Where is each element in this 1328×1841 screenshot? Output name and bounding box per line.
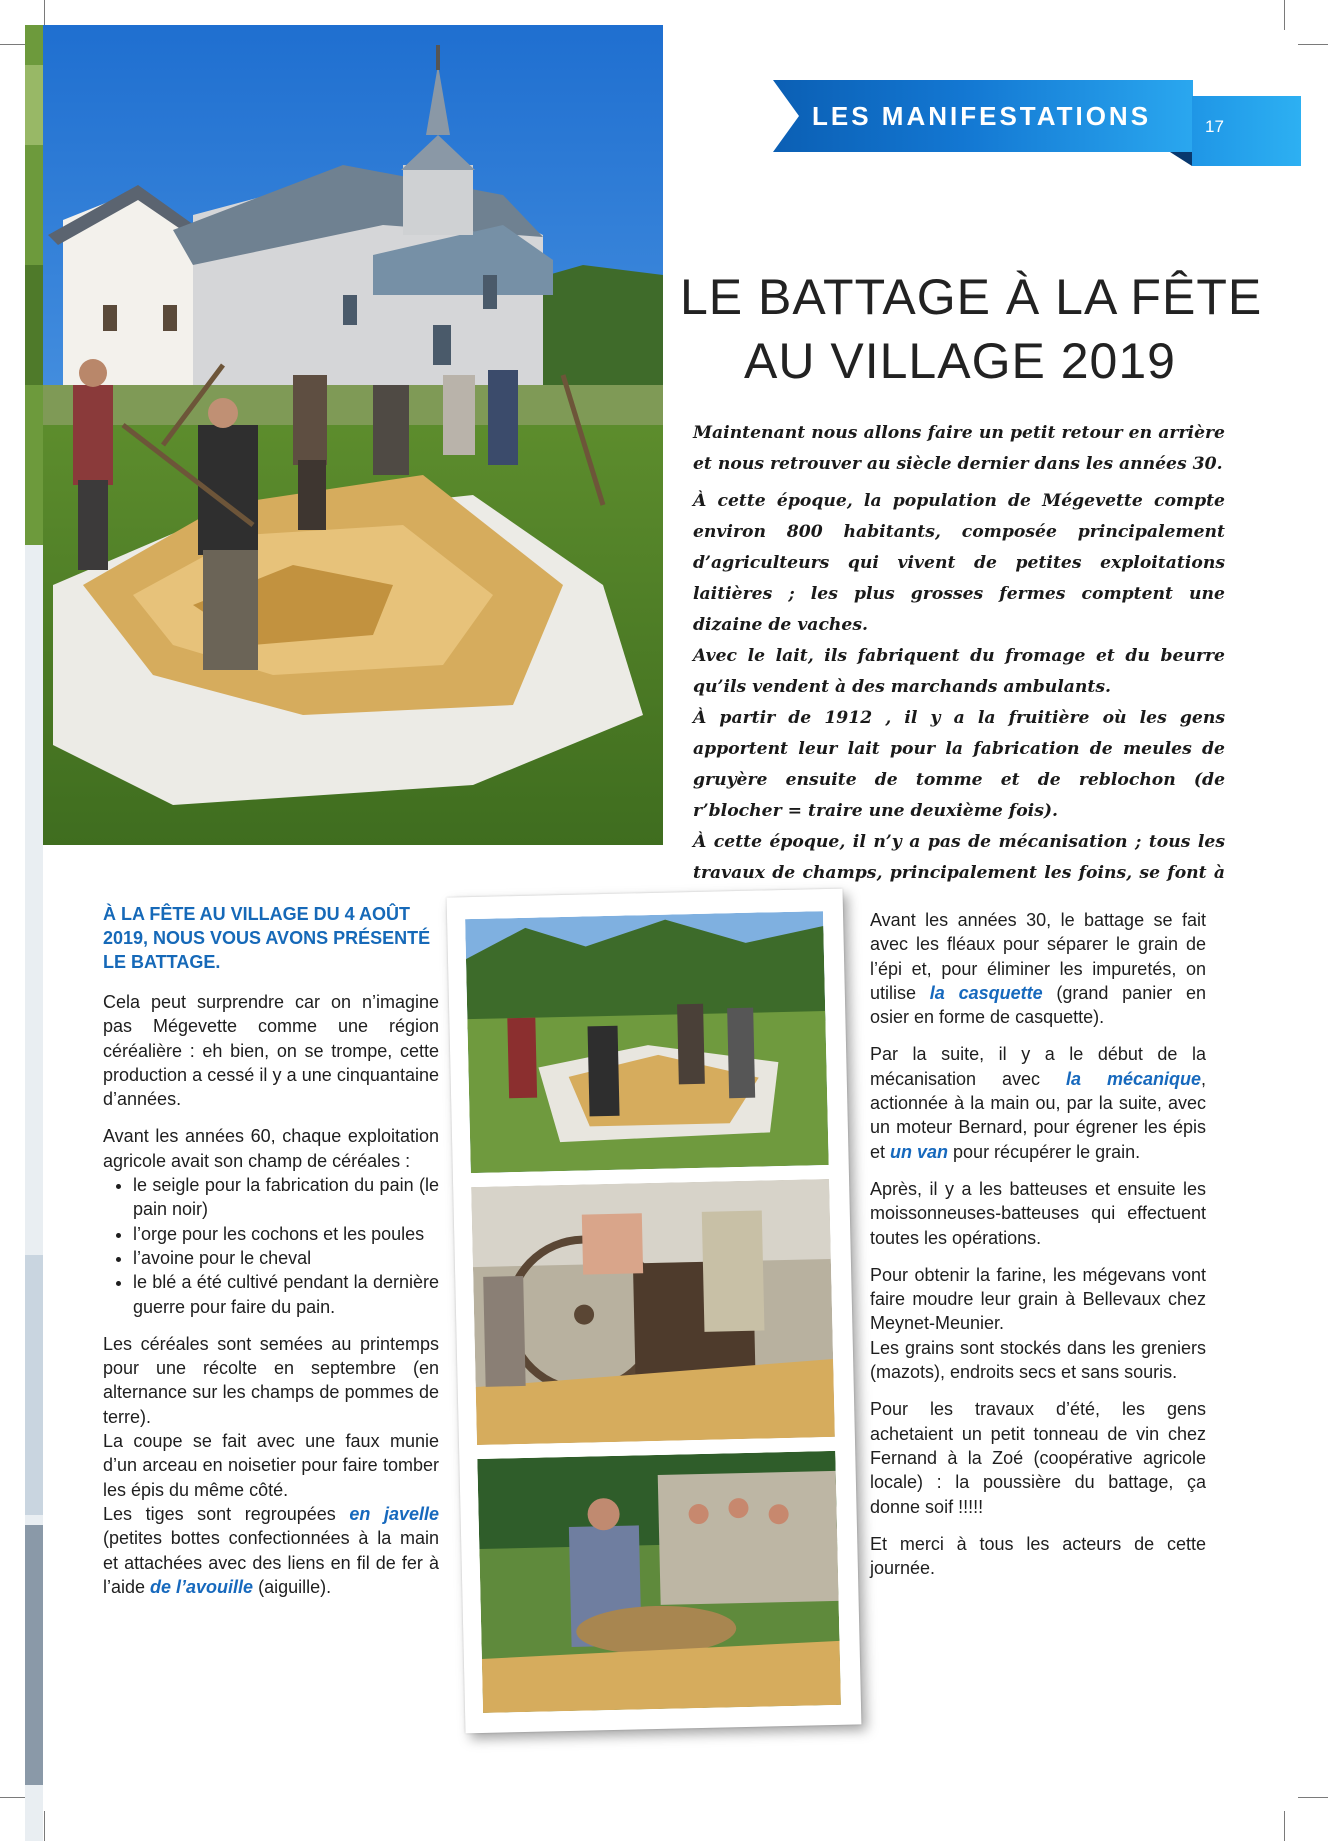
intro-paragraph: Avec le lait, ils fabriquent du fromage et du beurre qu’ils vendent à des marchands ambulants. <box>693 646 1225 697</box>
left-paragraph <box>103 1502 439 1599</box>
list-item: • l’orge pour les cochons et les poules <box>133 1222 439 1246</box>
section-banner-fold <box>1170 152 1192 166</box>
left-paragraph: Cela peut surprendre car on n’imagine pas Mégevette comme une région céréalière : eh bien, on se trompe, cette production a cessé il y a une cinquantaine d’années. <box>103 992 439 1110</box>
cereal-list <box>103 1173 439 1319</box>
crop-mark <box>1298 1797 1328 1798</box>
text-run: Avant les années 30, le battage se fait avec les fléaux pour séparer le grain de l’épi et, pour éliminer les impuretés, on utilise <box>870 910 1206 1003</box>
crop-mark <box>1298 44 1328 45</box>
section-title: LES MANIFESTATIONS <box>812 101 1152 131</box>
term-avouille: de l’avouille <box>150 1576 254 1597</box>
hero-photo-threshing <box>43 25 663 845</box>
photo-strip <box>447 889 862 1734</box>
right-paragraph <box>870 1042 1206 1163</box>
left-column <box>103 990 439 1599</box>
right-paragraph: Les grains sont stockés dans les greniers (mazots), endroits secs et sans souris. <box>870 1337 1206 1383</box>
term-mecanique: la mécanique <box>1065 1068 1201 1089</box>
list-item: • le seigle pour la fabrication du pain (le pain noir) <box>133 1173 439 1222</box>
crop-mark <box>1284 1811 1285 1841</box>
intro-paragraph: À cette époque, la population de Mégevette compte environ 800 habitants, composée principalement d’agriculteurs qui vivent de petites exploitations laitières ; les plus grosses fermes comptent une dizaine de vaches. <box>693 491 1225 635</box>
list-item: • le blé a été cultivé pendant la dernière guerre pour faire du pain. <box>133 1270 439 1319</box>
intro-paragraph: Maintenant nous allons faire un petit retour en arrière et nous retrouver au siècle dernier dans les années 30. <box>693 423 1225 474</box>
list-item: • l’avoine pour le cheval <box>133 1246 439 1270</box>
intro-text <box>693 418 1225 920</box>
text-run: (grand panier en osier en forme de casquette). <box>870 982 1206 1028</box>
term-en-javelle: en javelle <box>349 1503 439 1524</box>
bleed-strip-image <box>25 25 43 1841</box>
article-title-line-2: AU VILLAGE 2019 <box>744 333 1176 389</box>
right-paragraph: Et merci à tous les acteurs de cette journée. <box>870 1533 1206 1579</box>
left-paragraph: Avant les années 60, chaque exploitation agricole avait son champ de céréales : <box>103 1126 439 1171</box>
page-number: 17 <box>1205 117 1224 136</box>
right-paragraph: Après, il y a les batteuses et ensuite les moissonneuses-batteuses qui effectuent toutes les opérations. <box>870 1178 1206 1248</box>
left-paragraph: La coupe se fait avec une faux munie d’un arceau en noisetier pour faire tomber les épis du même côté. <box>103 1431 439 1500</box>
strip-photo-winnowing <box>477 1451 841 1713</box>
term-van: un van <box>890 1141 949 1162</box>
left-column-lead: À LA FÊTE AU VILLAGE DU 4 AOÛT 2019, NOUS VOUS AVONS PRÉSENTÉ LE BATTAGE. <box>103 904 431 972</box>
crop-mark <box>44 1811 45 1841</box>
text-run: Par la suite, il y a le début de la mécanisation avec <box>870 1044 1206 1089</box>
intro-paragraph: À cette époque, il n’y a pas de mécanisation ; tous les travaux de champs, principalement les foins, se font à <box>693 832 1225 883</box>
left-paragraph: Les céréales sont semées au printemps pour une récolte en septembre (en alternance sur les champs de pommes de terre). <box>103 1333 439 1427</box>
intro-paragraph: À partir de 1912 , il y a la fruitière où les gens apportent leur lait pour la fabrication de meules de gruyère ensuite de tomme et de reblochon (de r’blocher = traire une deuxième fois). <box>693 708 1225 821</box>
article-title <box>680 265 1263 393</box>
text-run: pour récupérer le grain. <box>948 1141 1141 1162</box>
right-paragraph: Pour les travaux d’été, les gens achetaient un petit tonneau de vin chez Fernand à la Zoé (coopérative agricole locale) : la poussière du battage, ça donne soif !!!!! <box>870 1399 1206 1517</box>
article-title-line-1: LE BATTAGE À LA FÊTE <box>680 269 1263 325</box>
text-run: Les tiges sont regroupées <box>103 1503 350 1524</box>
text-run: (petites bottes confectionnées à la main et attachées avec des liens en fil de fer à l’aide <box>103 1528 439 1597</box>
right-column <box>870 908 1206 1593</box>
right-paragraph <box>870 908 1206 1029</box>
strip-photo-machine <box>471 1179 835 1445</box>
text-run: (aiguille). <box>253 1576 332 1597</box>
term-casquette: la casquette <box>929 982 1043 1003</box>
strip-photo-flails <box>465 911 829 1173</box>
text-run: , actionnée à la main ou, par la suite, avec un moteur Bernard, pour égrener les épis et <box>870 1068 1206 1162</box>
crop-mark <box>1284 0 1285 30</box>
right-paragraph: Pour obtenir la farine, les mégevans vont faire moudre leur grain à Bellevaux chez Meynet-Meunier. <box>870 1264 1206 1334</box>
